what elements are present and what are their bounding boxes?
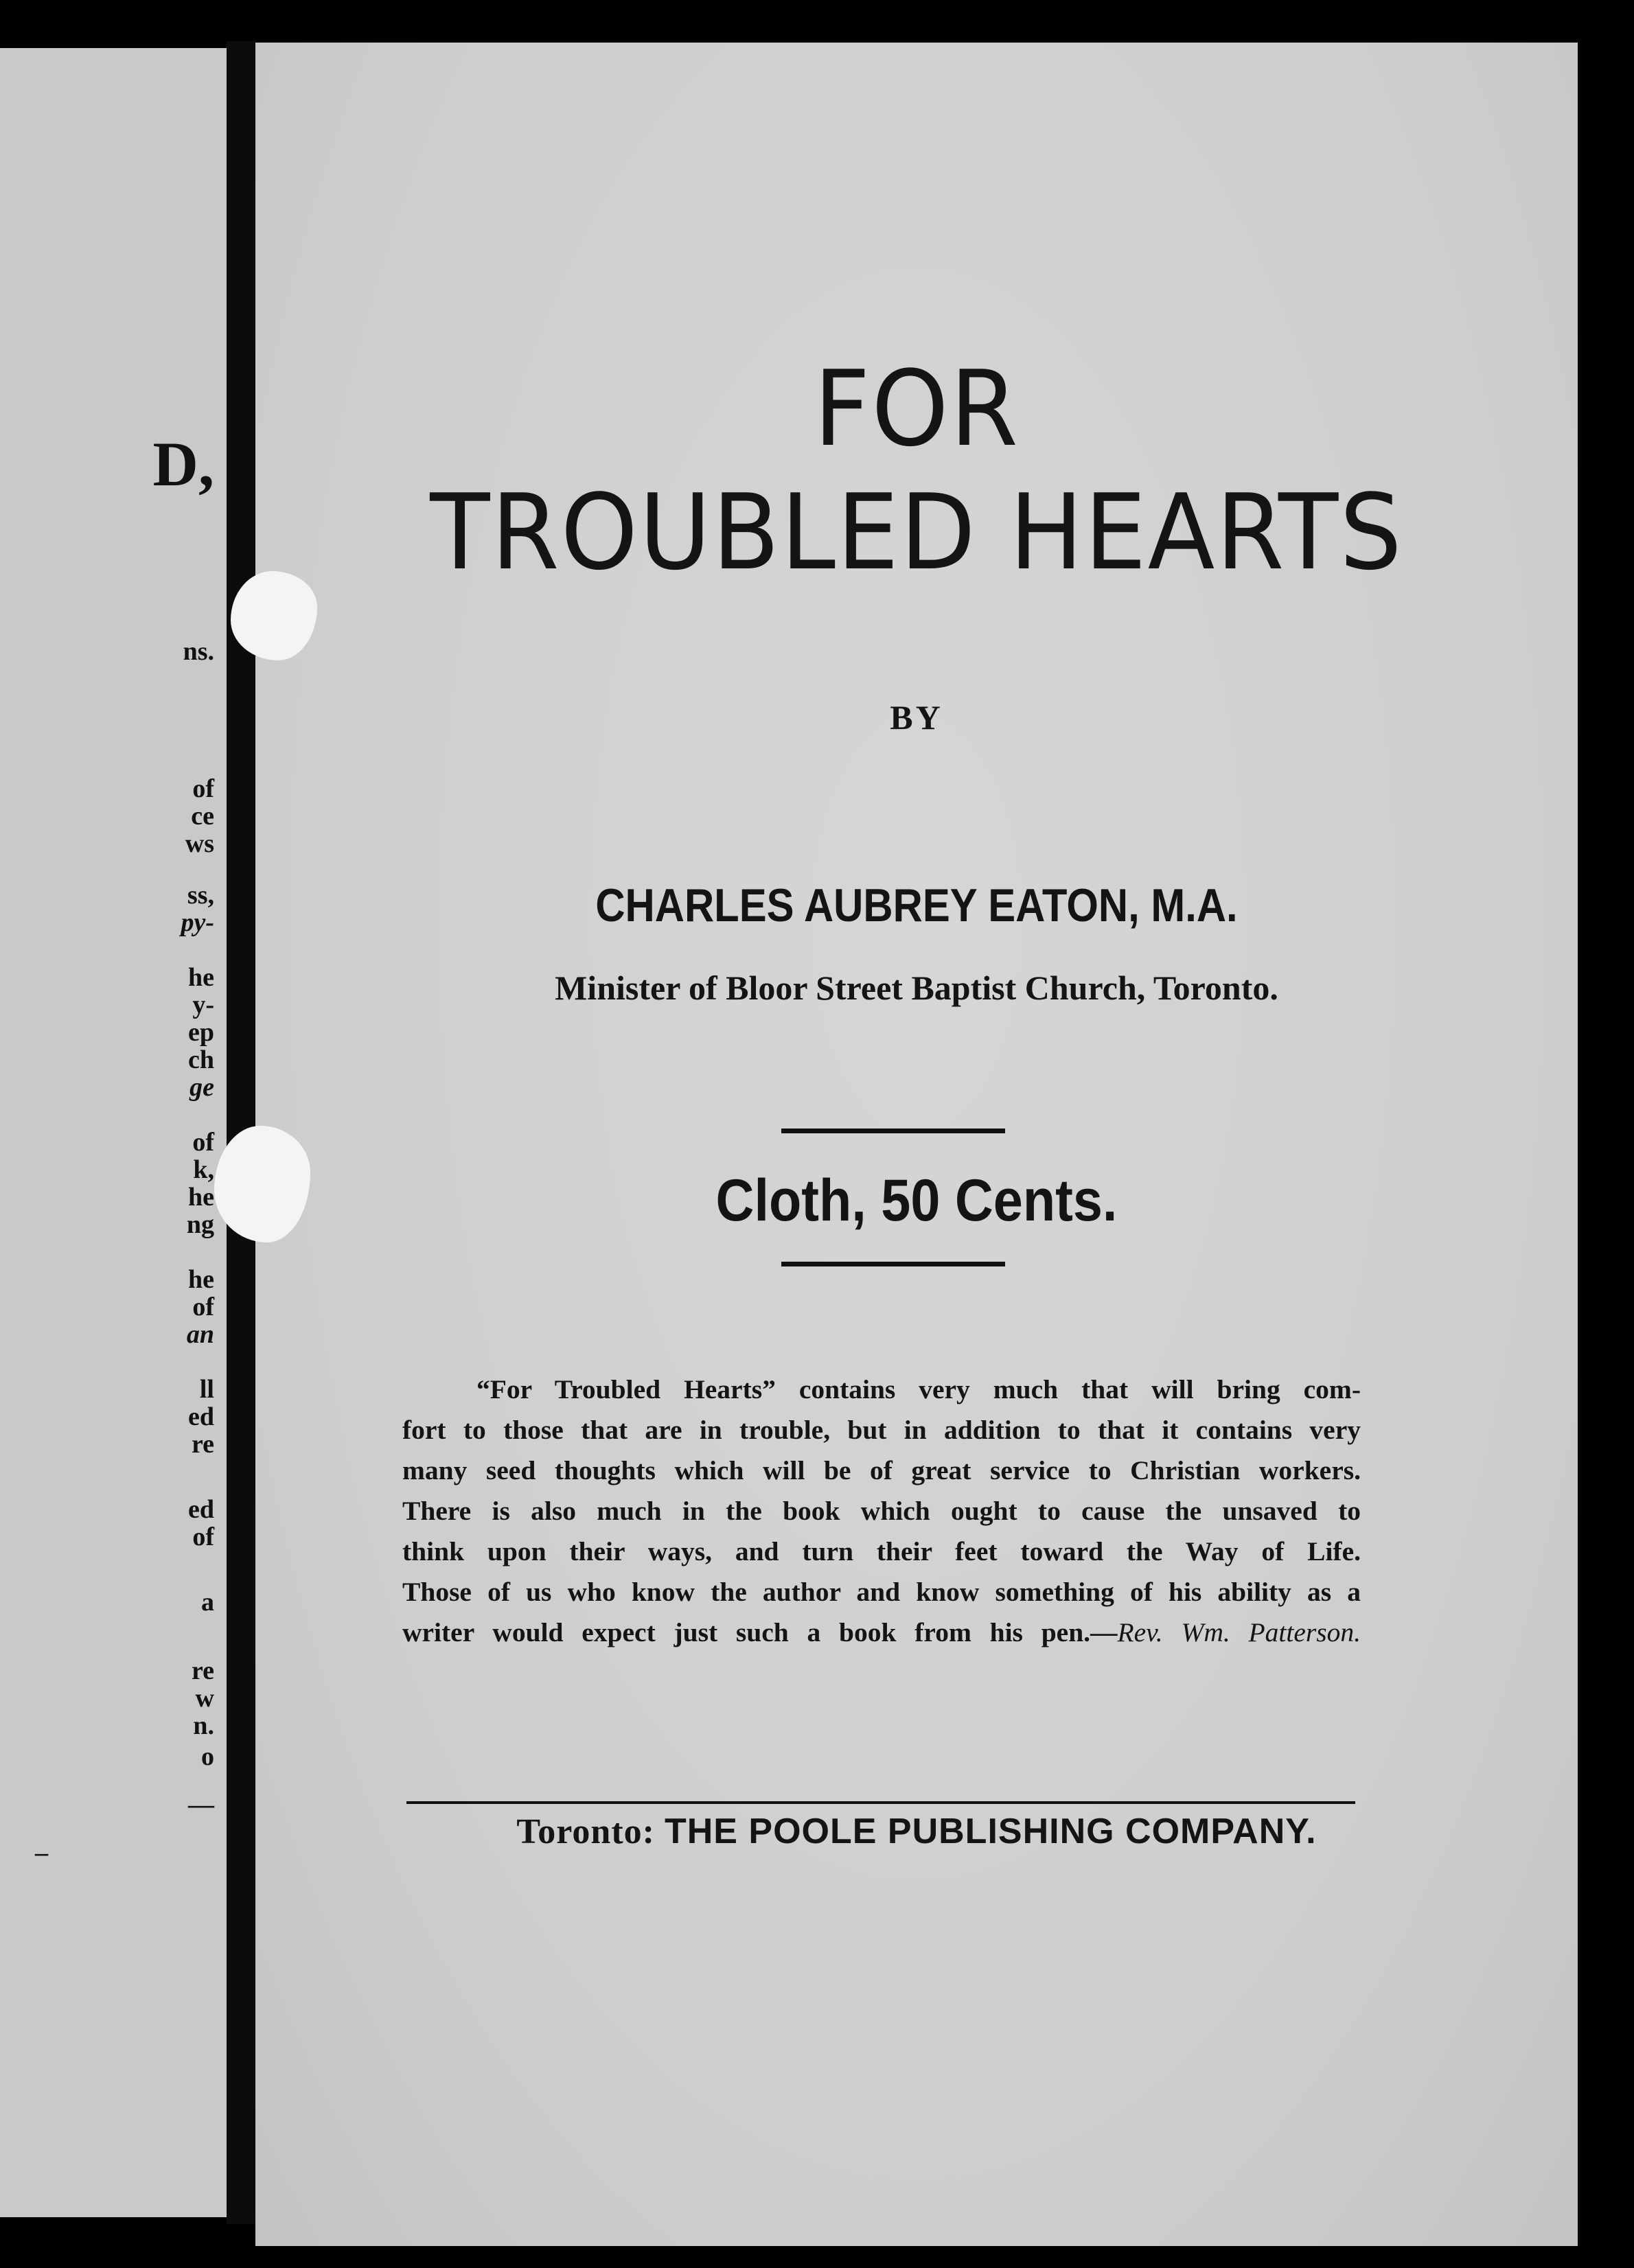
left-fragment: he [188,963,214,992]
review-line: think upon their ways, and turn their feet toward the Way of Life. [402,1536,1361,1566]
left-fragment: re [191,1430,214,1459]
bottom-rule [781,1262,1005,1266]
review-attribution: Rev. Wm. Patterson. [1117,1617,1361,1647]
left-fragment: ws [185,829,214,858]
review-line: There is also much in the book which ought to cause the unsaved to [402,1496,1361,1526]
right-border [1578,82,1634,2268]
left-fragment: o [201,1742,214,1771]
left-fragment: ss, [187,881,214,910]
author-position: Minister of Bloor Street Baptist Church, Toronto. [555,969,1278,1007]
left-fragment: ng [186,1210,214,1239]
left-fragment: ns. [183,637,214,666]
left-fragment: y- [192,991,214,1019]
top-rule [781,1129,1005,1133]
by-label: BY [890,698,943,737]
left-fragment: n. [193,1711,214,1740]
left-fragment: w [195,1684,214,1713]
left-fragment: ge [189,1073,214,1102]
left-fragment: – [35,1838,48,1867]
left-fragment: of [192,1293,214,1321]
review-line: Those of us who know the author and know something of his ability as a [402,1577,1361,1607]
left-fragment: k, [193,1155,214,1184]
review-line: many seed thoughts which will be of great service to Christian workers. [402,1455,1361,1485]
publisher-city: Toronto: [516,1812,655,1851]
review-line: fort to those that are in trouble, but in addition to that it contains very [402,1415,1361,1445]
left-fragment: ed [188,1495,214,1524]
left-fragment: ed [188,1402,214,1431]
left-fragment: py- [181,908,214,937]
review-paragraph [402,1369,1361,1653]
left-fragment: ll [199,1375,214,1404]
left-fragment: an [186,1320,214,1349]
price: Cloth, 50 Cents. [715,1168,1118,1234]
publisher-rule [406,1801,1355,1804]
review-text: writer would expect just such a book from his pen.— [402,1617,1118,1647]
left-fragment: he [188,1265,214,1294]
left-fragment: of [192,774,214,803]
left-fragment: a [201,1588,214,1617]
left-fragment: of [192,1523,214,1551]
review-line [402,1612,1361,1653]
publisher-line [255,1811,1578,1852]
left-fragment: he [188,1183,214,1212]
left-fragment: — [188,1790,214,1819]
author-name: CHARLES AUBREY EATON, M.A. [595,879,1238,931]
left-fragment: of [192,1128,214,1157]
title-line-2: TROUBLED HEARTS [430,472,1403,593]
title-line-1: FOR [814,348,1020,470]
left-fragment: ch [188,1045,214,1074]
previous-page-fragment [0,48,227,2217]
left-fragment: re [191,1656,214,1685]
left-fragment: D, [152,429,214,499]
publisher-company: THE POOLE PUBLISHING COMPANY. [664,1812,1317,1851]
left-fragment: ce [191,802,214,831]
left-fragment: ep [188,1018,214,1047]
review-line: “For Troubled Hearts” contains very much that will bring com- [476,1374,1361,1404]
